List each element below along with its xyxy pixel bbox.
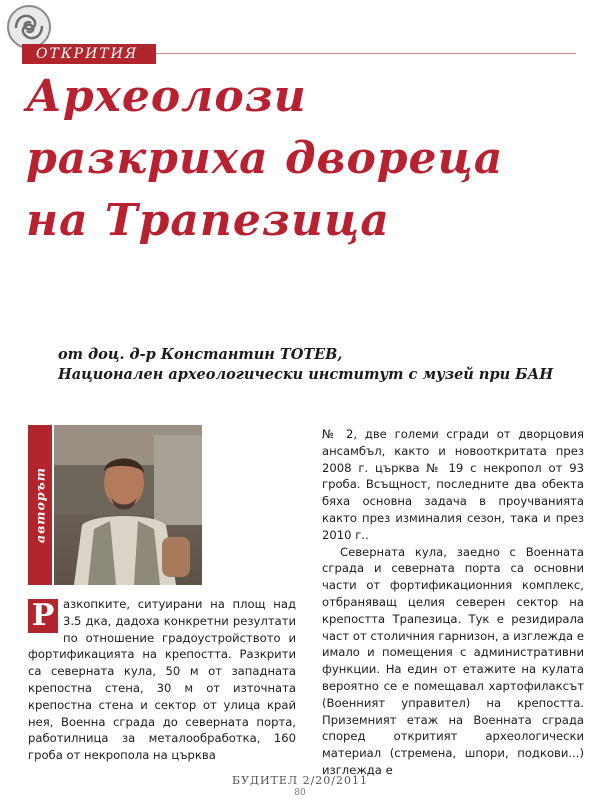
page-number: 80 (294, 788, 306, 798)
byline (58, 345, 588, 385)
article-column-right (322, 426, 584, 779)
author-line: от доц. д-р Константин ТОТЕВ, (58, 346, 343, 363)
author-photo (54, 425, 202, 585)
article-column-left (28, 596, 296, 764)
author-photo-image (54, 425, 202, 585)
article-paragraph (28, 596, 296, 764)
photo-tab-label: авторът (32, 467, 48, 543)
footer-issue: БУДИТЕЛ 2/20/2011 (231, 774, 368, 787)
headline-line: Археолози (26, 71, 307, 122)
article-paragraph: № 2, две големи сгради от дворцовия ансамбъл, както и новооткритата през 2008 г. църква № 19 с некропол от 93 гроба. Всъщност, последните два обекта бяха основна задача в проучванията както през изминалия сезон, така и през 2010 г.. (322, 427, 584, 542)
headline (26, 66, 586, 252)
headline-line: на Трапезица (26, 195, 390, 246)
drop-cap: Р (28, 599, 58, 633)
headline-line: разкриха двореца (26, 133, 504, 184)
article-paragraph: Северната кула, заедно с Военната сграда и северната порта са основни части от фортификационния комплекс, отбраняващ целия северен сектор на крепостта Трапезица. Тук е резидирала част от столичния гарнизон, а изглежда е имало и помещения с административни функции. На един от етажите на кулата вероятно се е помещавал хартофилаксът (Военният управител) на крепостта. Приземният етаж на Военната сграда според откритият археологически материал (стремена, шпори, подкови...) изглежда е (322, 544, 584, 777)
section-label: ОТКРИТИЯ (22, 44, 156, 64)
divider (156, 53, 576, 54)
affiliation-line: Национален археологически институт с музей при БАН (58, 366, 554, 383)
paragraph-text: азкопките, ситуирани на площ над 3.5 дка, дадоха конкретни резултати по отношение градоустройството и фортификацията на крепостта. Разкрити са северната кула, 50 м от западната крепостна стена, 30 м от източната крепостна стена и сектор от улица край нея, Военна сграда до северната порта, работилница за металообработка, 160 гроба от некропола на църква (28, 597, 296, 763)
